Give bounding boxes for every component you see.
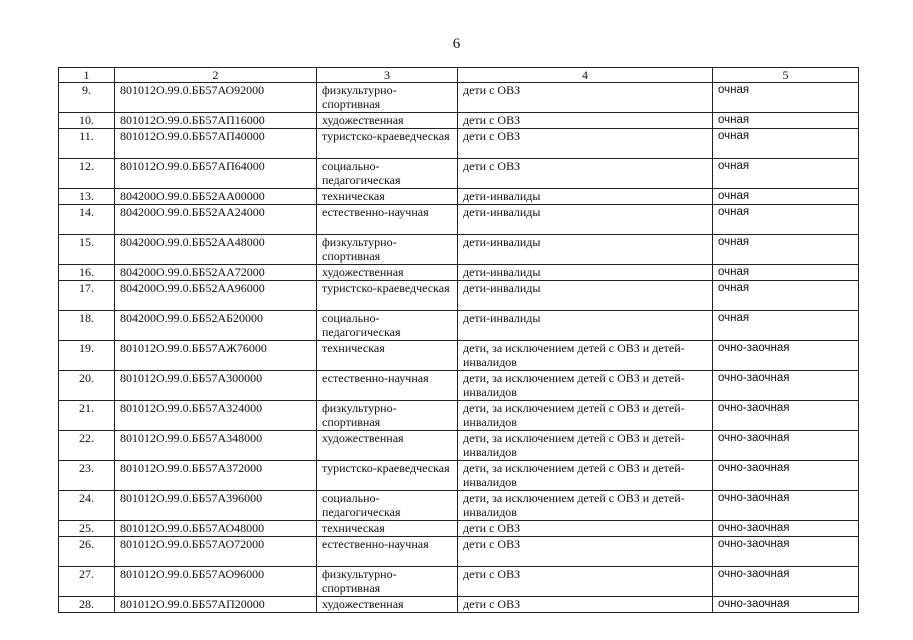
table-row [59,491,859,521]
table-row [59,235,859,265]
table-row [59,265,859,281]
category-cell: дети, за исключением детей с ОВЗ и детей-инвалидов [458,371,713,401]
study-form-cell: очная [713,205,859,235]
row-number-cell: 21. [59,401,115,431]
column-header: 3 [317,68,458,83]
study-form-cell: очно-заочная [713,537,859,567]
row-number-cell: 12. [59,159,115,189]
study-form-cell: очно-заочная [713,521,859,537]
category-cell: дети с ОВЗ [458,113,713,129]
study-form-cell: очно-заочная [713,491,859,521]
row-number-cell: 20. [59,371,115,401]
category-cell: дети, за исключением детей с ОВЗ и детей-инвалидов [458,431,713,461]
category-cell: дети, за исключением детей с ОВЗ и детей-инвалидов [458,341,713,371]
study-form-cell: очная [713,265,859,281]
registry-code-cell: 804200О.99.0.ББ52АА96000 [115,281,317,311]
category-cell: дети-инвалиды [458,281,713,311]
study-form-cell: очно-заочная [713,597,859,613]
program-focus-cell: физкультурно-спортивная [317,401,458,431]
study-form-cell: очно-заочная [713,431,859,461]
category-cell: дети с ОВЗ [458,537,713,567]
column-header: 1 [59,68,115,83]
row-number-cell: 17. [59,281,115,311]
program-focus-cell: художественная [317,265,458,281]
program-focus-cell: туристско-краеведческая [317,281,458,311]
column-header: 5 [713,68,859,83]
program-focus-cell: естественно-научная [317,205,458,235]
registry-code-cell: 804200О.99.0.ББ52АА00000 [115,189,317,205]
row-number-cell: 28. [59,597,115,613]
row-number-cell: 27. [59,567,115,597]
table-row [59,159,859,189]
registry-code-cell: 801012О.99.0.ББ57А324000 [115,401,317,431]
registry-code-cell: 801012О.99.0.ББ57А372000 [115,461,317,491]
category-cell: дети-инвалиды [458,189,713,205]
study-form-cell: очная [713,129,859,159]
row-number-cell: 11. [59,129,115,159]
row-number-cell: 15. [59,235,115,265]
category-cell: дети с ОВЗ [458,597,713,613]
program-focus-cell: физкультурно-спортивная [317,567,458,597]
study-form-cell: очно-заочная [713,567,859,597]
category-cell: дети с ОВЗ [458,521,713,537]
study-form-cell: очная [713,311,859,341]
row-number-cell: 9. [59,83,115,113]
registry-code-cell: 804200О.99.0.ББ52АА72000 [115,265,317,281]
program-focus-cell: физкультурно-спортивная [317,235,458,265]
row-number-cell: 23. [59,461,115,491]
registry-code-cell: 801012О.99.0.ББ57АП16000 [115,113,317,129]
program-focus-cell: социально-педагогическая [317,159,458,189]
table-row [59,461,859,491]
registry-code-cell: 801012О.99.0.ББ57АО72000 [115,537,317,567]
category-cell: дети-инвалиды [458,311,713,341]
registry-code-cell: 801012О.99.0.ББ57А396000 [115,491,317,521]
registry-code-cell: 801012О.99.0.ББ57АП40000 [115,129,317,159]
registry-code-cell: 801012О.99.0.ББ57АП64000 [115,159,317,189]
column-header: 4 [458,68,713,83]
study-form-cell: очно-заочная [713,461,859,491]
table-row [59,83,859,113]
program-focus-cell: физкультурно-спортивная [317,83,458,113]
study-form-cell: очно-заочная [713,401,859,431]
category-cell: дети с ОВЗ [458,129,713,159]
registry-code-cell: 801012О.99.0.ББ57АО96000 [115,567,317,597]
table-row [59,341,859,371]
registry-code-cell: 804200О.99.0.ББ52АА48000 [115,235,317,265]
row-number-cell: 24. [59,491,115,521]
program-focus-cell: художественная [317,597,458,613]
registry-code-cell: 801012О.99.0.ББ57А348000 [115,431,317,461]
study-form-cell: очная [713,235,859,265]
table-row [59,281,859,311]
program-focus-cell: социально-педагогическая [317,311,458,341]
category-cell: дети-инвалиды [458,235,713,265]
program-focus-cell: художественная [317,431,458,461]
table-row [59,129,859,159]
study-form-cell: очная [713,83,859,113]
study-form-cell: очная [713,281,859,311]
category-cell: дети-инвалиды [458,265,713,281]
program-focus-cell: туристско-краеведческая [317,461,458,491]
category-cell: дети, за исключением детей с ОВЗ и детей-инвалидов [458,461,713,491]
row-number-cell: 16. [59,265,115,281]
table-row [59,311,859,341]
program-focus-cell: социально-педагогическая [317,491,458,521]
table-header-row [59,68,859,83]
row-number-cell: 22. [59,431,115,461]
registry-code-cell: 804200О.99.0.ББ52АБ20000 [115,311,317,341]
registry-code-cell: 801012О.99.0.ББ57АО48000 [115,521,317,537]
registry-code-cell: 804200О.99.0.ББ52АА24000 [115,205,317,235]
registry-code-cell: 801012О.99.0.ББ57АЖ76000 [115,341,317,371]
table-row [59,371,859,401]
row-number-cell: 19. [59,341,115,371]
program-focus-cell: естественно-научная [317,371,458,401]
category-cell: дети-инвалиды [458,205,713,235]
category-cell: дети, за исключением детей с ОВЗ и детей-инвалидов [458,491,713,521]
table-row [59,113,859,129]
services-table [58,67,859,613]
table-row [59,537,859,567]
row-number-cell: 26. [59,537,115,567]
study-form-cell: очно-заочная [713,341,859,371]
study-form-cell: очная [713,113,859,129]
page-number: 6 [452,36,461,52]
study-form-cell: очная [713,159,859,189]
category-cell: дети с ОВЗ [458,83,713,113]
registry-code-cell: 801012О.99.0.ББ57АП20000 [115,597,317,613]
category-cell: дети с ОВЗ [458,159,713,189]
registry-code-cell: 801012О.99.0.ББ57А300000 [115,371,317,401]
row-number-cell: 18. [59,311,115,341]
study-form-cell: очная [713,189,859,205]
category-cell: дети, за исключением детей с ОВЗ и детей-инвалидов [458,401,713,431]
table-row [59,431,859,461]
program-focus-cell: техническая [317,189,458,205]
program-focus-cell: туристско-краеведческая [317,129,458,159]
table-row [59,205,859,235]
program-focus-cell: естественно-научная [317,537,458,567]
row-number-cell: 10. [59,113,115,129]
program-focus-cell: художественная [317,113,458,129]
table-row [59,401,859,431]
row-number-cell: 25. [59,521,115,537]
row-number-cell: 14. [59,205,115,235]
registry-code-cell: 801012О.99.0.ББ57АО92000 [115,83,317,113]
table-row [59,597,859,613]
row-number-cell: 13. [59,189,115,205]
category-cell: дети с ОВЗ [458,567,713,597]
table-row [59,189,859,205]
program-focus-cell: техническая [317,341,458,371]
program-focus-cell: техническая [317,521,458,537]
table-row [59,521,859,537]
column-header: 2 [115,68,317,83]
study-form-cell: очно-заочная [713,371,859,401]
table-row [59,567,859,597]
